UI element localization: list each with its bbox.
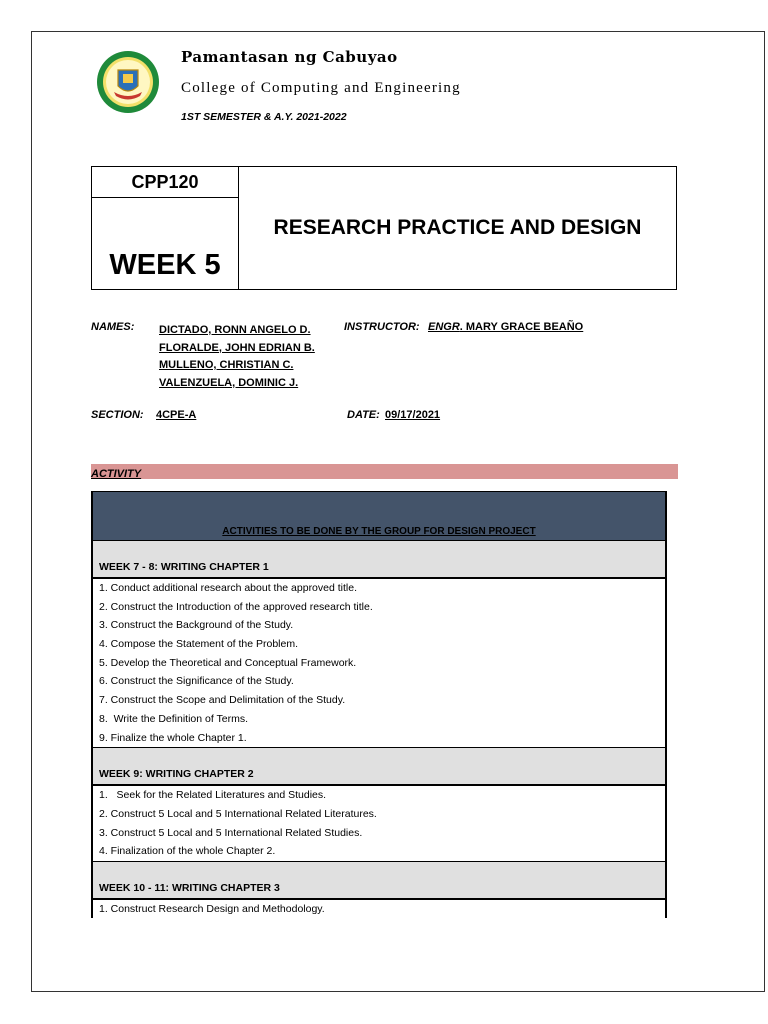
instructor-surname: . MARY GRACE BEAÑO xyxy=(459,321,584,333)
list-item: 4. Finalization of the whole Chapter 2. xyxy=(99,845,276,858)
list-item: 1. Construct Research Design and Methodology. xyxy=(99,902,325,915)
date-value: 09/17/2021 xyxy=(385,409,441,421)
course-title: RESEARCH PRACTICE AND DESIGN xyxy=(273,216,642,239)
list-item: 1. Conduct additional research about the approved title. xyxy=(99,582,358,594)
names-label: NAMES: xyxy=(91,321,135,333)
member-name: MULLENO, CHRISTIAN C. xyxy=(159,359,294,371)
section-items xyxy=(93,900,665,918)
week-label: WEEK 5 xyxy=(92,198,239,290)
section-week-10-11: WEEK 10 - 11: WRITING CHAPTER 3 xyxy=(93,862,665,900)
names-list xyxy=(159,322,315,392)
member-name: VALENZUELA, DOMINIC J. xyxy=(159,376,299,389)
activity-label: ACTIVITY xyxy=(91,468,142,480)
list-item: 5. Develop the Theoretical and Conceptual Framework. xyxy=(99,656,357,669)
date-label: DATE: xyxy=(347,409,380,421)
list-item: 1. Seek for the Related Literatures and Studies. xyxy=(99,789,327,802)
university-seal-logo xyxy=(96,50,160,114)
list-item: 3. Construct the Background of the Study. xyxy=(99,619,294,632)
course-code: CPP120 xyxy=(92,167,239,198)
activity-banner xyxy=(91,464,678,479)
list-item: 9. Finalize the whole Chapter 1. xyxy=(99,731,247,744)
list-item: 8. Write the Definition of Terms. xyxy=(99,712,249,725)
list-item: 2. Construct the Introduction of the approved research title. xyxy=(99,600,373,613)
list-item: 3. Construct 5 Local and 5 International Related Studies. xyxy=(99,826,363,839)
university-name: Pamantasan ng Cabuyao xyxy=(181,48,398,66)
section-items xyxy=(93,786,665,862)
list-item: 4. Compose the Statement of the Problem. xyxy=(99,638,299,651)
list-item: 2. Construct 5 Local and 5 International Related Literatures. xyxy=(99,807,377,820)
section-label: SECTION: xyxy=(91,409,144,421)
section-week-9: WEEK 9: WRITING CHAPTER 2 xyxy=(93,748,665,786)
section-week-7-8: WEEK 7 - 8: WRITING CHAPTER 1 xyxy=(93,541,665,579)
table-heading: ACTIVITIES TO BE DONE BY THE GROUP FOR DESIGN PROJECT xyxy=(93,491,665,541)
member-name: DICTADO, RONN ANGELO D. xyxy=(159,324,311,336)
instructor-label: INSTRUCTOR: xyxy=(344,321,420,333)
list-item: 7. Construct the Scope and Delimitation of the Study. xyxy=(99,694,346,707)
course-header-box xyxy=(91,166,677,290)
activities-table xyxy=(91,491,667,918)
section-items xyxy=(93,579,665,748)
section-value: 4CPE-A xyxy=(156,409,197,421)
list-item: 6. Construct the Significance of the Study. xyxy=(99,675,294,688)
instructor-prefix: ENGR xyxy=(428,321,460,333)
college-name: College of Computing and Engineering xyxy=(181,80,461,96)
semester-label: 1ST SEMESTER & A.Y. 2021-2022 xyxy=(181,111,347,123)
instructor-name xyxy=(428,321,583,333)
member-name: FLORALDE, JOHN EDRIAN B. xyxy=(159,341,315,354)
